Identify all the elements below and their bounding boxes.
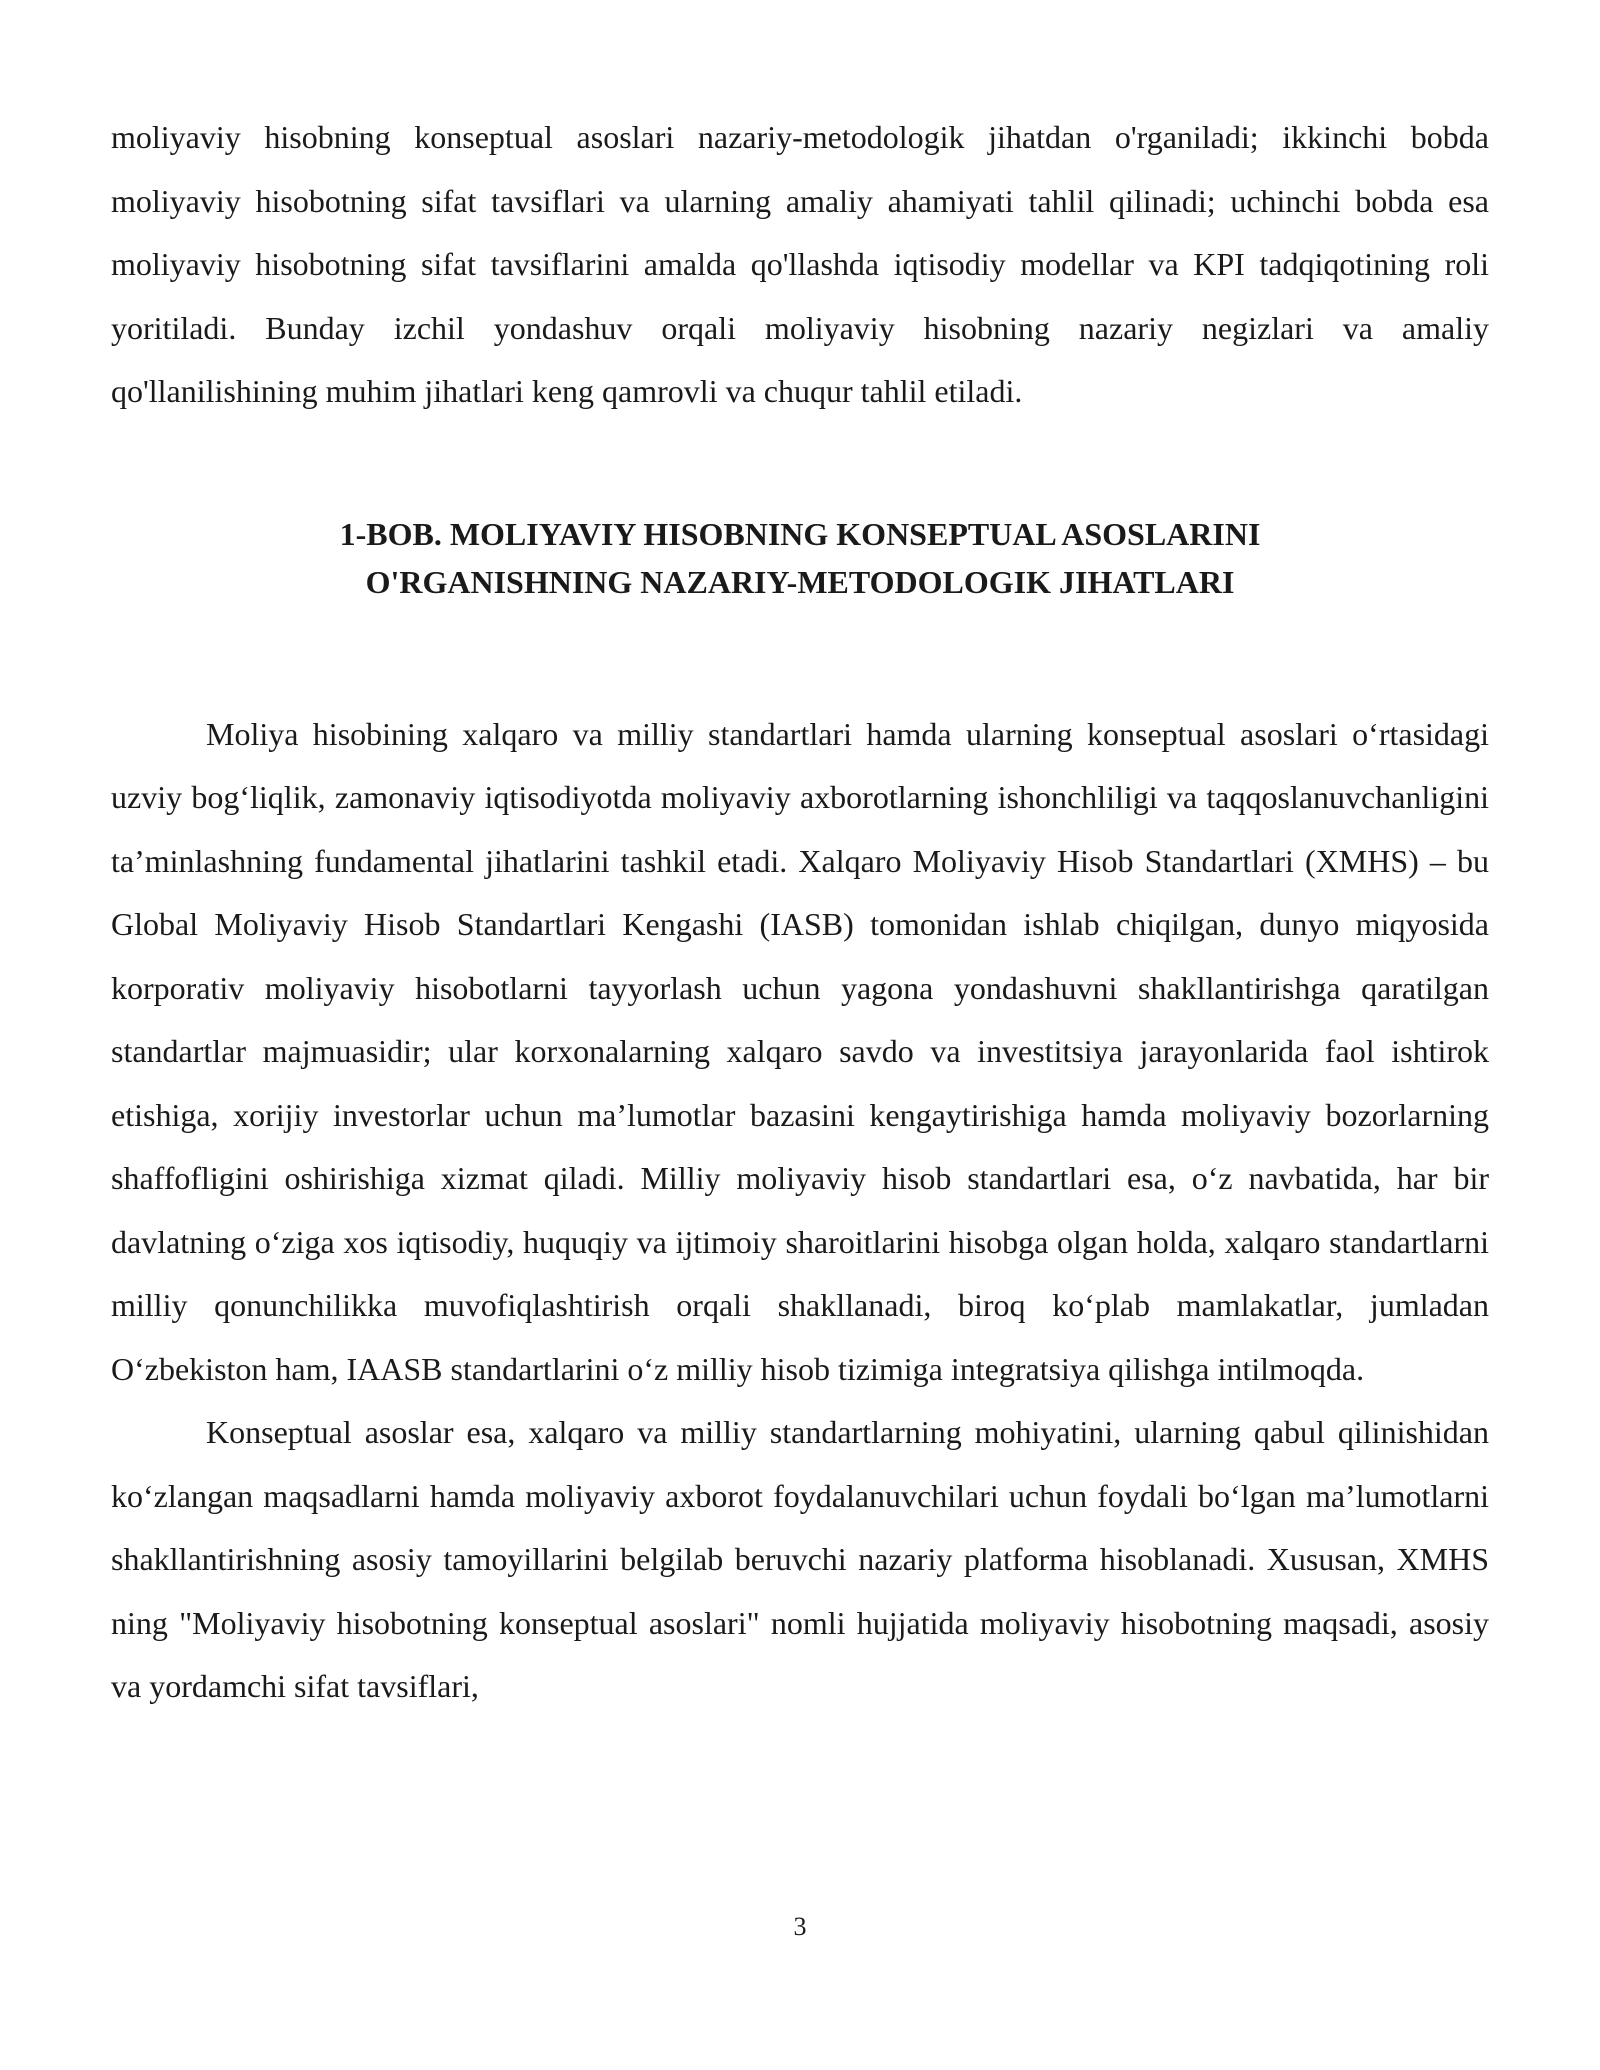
body-paragraph-1: Moliya hisobining xalqaro va milliy standartlari hamda ularning konseptual asoslari o‘rtasidagi uzviy bog‘liqlik, zamonaviy iqtisodiyotda moliyaviy axborotlarning ishonchliligi va taqqoslanuvchanligini ta’minlashning fundamental jihatlarini tashkil etadi. Xalqaro Moliyaviy Hisob Standartlari (XMHS) – bu Global Moliyaviy Hisob Standartlari Kengashi (IASB) tomonidan ishlab chiqilgan, dunyo miqyosida korporativ moliyaviy hisobotlarni tayyorlash uchun yagona yondashuvni shakllantirishga qaratilgan standartlar majmuasidir; ular korxonalarning xalqaro savdo va investitsiya jarayonlarida faol ishtirok etishiga, xorijiy investorlar uchun ma’lumotlar bazasini kengaytirishiga hamda moliyaviy bozorlarning shaffofligini oshirishiga xizmat qiladi. Milliy moliyaviy hisob standartlari esa, o‘z navbatida, har bir davlatning o‘ziga xos iqtisodiy, huquqiy va ijtimoiy sharoitlarini hisobga olgan holda, xalqaro standartlarni milliy qonunchilikka muvofiqlashtirish orqali shakllanadi, biroq ko‘plab mamlakatlar, jumladan O‘zbekiston ham, IAASB standartlarini o‘z milliy hisob tizimiga integratsiya qilishga intilmoqda.	[111, 715, 1489, 1387]
chapter-heading	[111, 510, 1489, 606]
chapter-heading-line-2: O'RGANISHNING NAZARIY-METODOLOGIK JIHATLARI	[365, 563, 1235, 600]
document-page	[111, 106, 1489, 1719]
page-number: 3	[793, 1912, 807, 1941]
body-paragraph-2: Konseptual asoslar esa, xalqaro va milliy standartlarning mohiyatini, ularning qabul qilinishidan ko‘zlangan maqsadlarni hamda moliyaviy axborot foydalanuvchilari uchun foydali bo‘lgan ma’lumotlarni shakllantirishning asosiy tamoyillarini belgilab beruvchi nazariy platforma hisoblanadi. Xususan, XMHS ning "Moliyaviy hisobotning konseptual asoslari" nomli hujjatida moliyaviy hisobotning maqsadi, asosiy va yordamchi sifat tavsiflari,	[111, 1414, 1489, 1704]
chapter-heading-line-1: 1-BOB. MOLIYAVIY HISOBNING KONSEPTUAL ASOSLARINI	[339, 515, 1261, 552]
intro-paragraph: moliyaviy hisobning konseptual asoslari nazariy-metodologik jihatdan o'rganiladi; ikkinchi bobda moliyaviy hisobotning sifat tavsiflari va ularning amaliy ahamiyati tahlil qilinadi; uchinchi bobda esa moliyaviy hisobotning sifat tavsiflarini amalda qo'llashda iqtisodiy modellar va KPI tadqiqotining roli yoritiladi. Bunday izchil yondashuv orqali moliyaviy hisobning nazariy negizlari va amaliy qo'llanilishining muhim jihatlari keng qamrovli va chuqur tahlil etiladi.	[111, 119, 1489, 409]
